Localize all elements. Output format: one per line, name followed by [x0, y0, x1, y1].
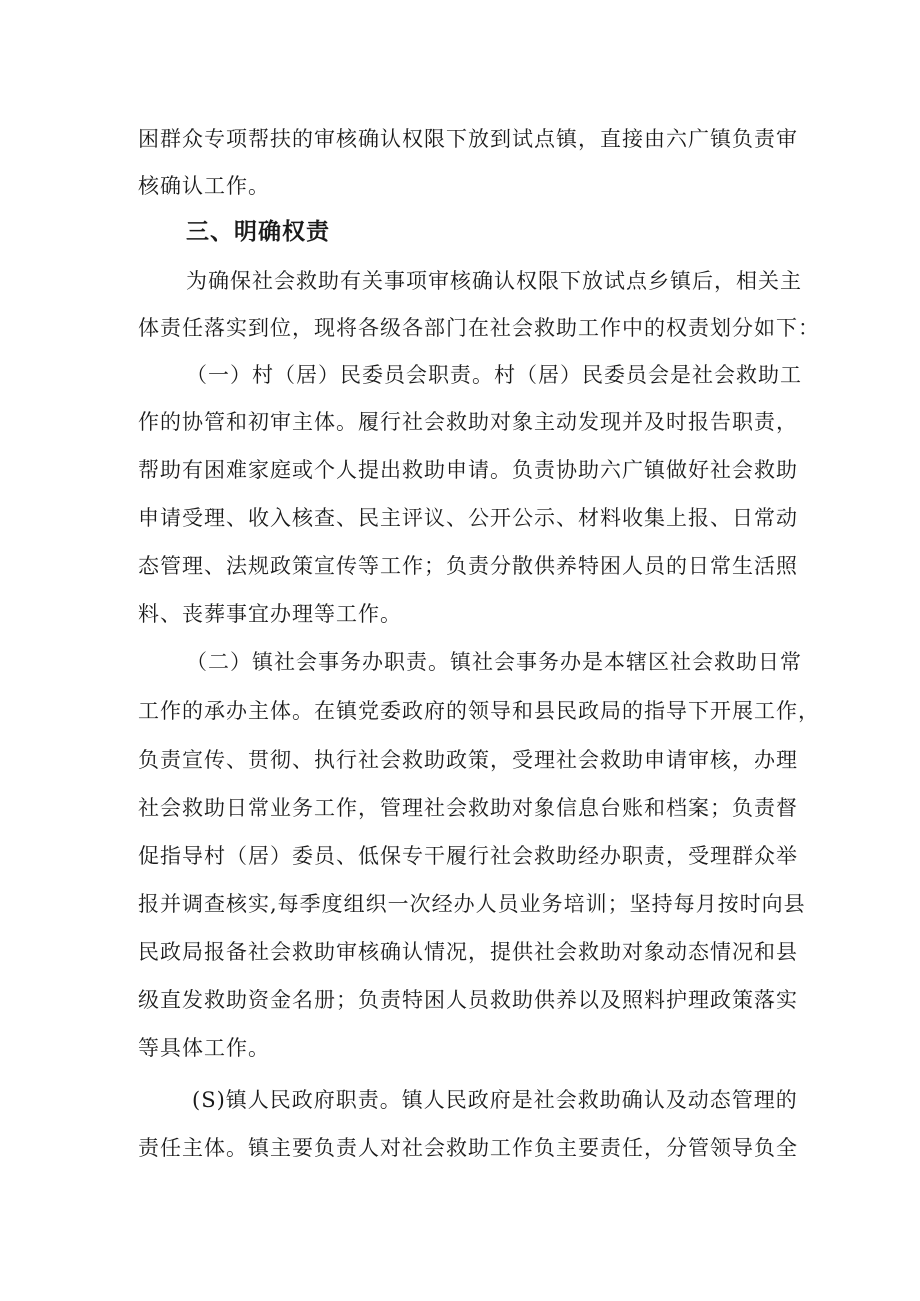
text-line: 申请受理、收入核查、民主评议、公开公示、材料收集上报、日常动 — [138, 506, 798, 530]
text-line: 体责任落实到位，现将各级各部门在社会救助工作中的权责划分如下： — [138, 316, 820, 340]
text-line: 料、丧葬事宜办理等工作。 — [138, 602, 402, 626]
text-line: 等具体工作。 — [138, 1036, 270, 1060]
text-line: 社会救助日常业务工作，管理社会救助对象信息台账和档案；负责督 — [138, 796, 798, 820]
text-line: 报并调查核实,每季度组织一次经办人员业务培训；坚持每月按时向县 — [138, 892, 806, 916]
text-line: 促指导村（居）委员、低保专干履行社会救助经办职责，受理群众举 — [138, 844, 798, 868]
text-line: (S)镇人民政府职责。镇人民政府是社会救助确认及动态管理的 — [192, 1088, 798, 1112]
text-line: （二）镇社会事务办职责。镇社会事务办是本辖区社会救助日常 — [186, 650, 802, 674]
section-heading: 三、明确权责 — [186, 219, 330, 245]
text-line: 级直发救助资金名册；负责特困人员救助供养以及照料护理政策落实 — [138, 988, 798, 1012]
text-line: 态管理、法规政策宣传等工作；负责分散供养特困人员的日常生活照 — [138, 554, 798, 578]
text-line: 帮助有困难家庭或个人提出救助申请。负责协助六广镇做好社会救助 — [138, 458, 798, 482]
text-line: （一）村（居）民委员会职责。村（居）民委员会是社会救助工 — [186, 363, 802, 387]
text-line: 核确认工作。 — [138, 174, 270, 198]
text-line: 工作的承办主体。在镇党委政府的领导和县民政局的指导下开展工作， — [138, 699, 820, 723]
text-line: 责任主体。镇主要负责人对社会救助工作负主要责任，分管领导负全 — [138, 1136, 798, 1160]
text-line: 作的协管和初审主体。履行社会救助对象主动发现并及时报告职责， — [138, 410, 798, 434]
text-line: 民政局报备社会救助审核确认情况，提供社会救助对象动态情况和县 — [138, 940, 798, 964]
text-line: 为确保社会救助有关事项审核确认权限下放试点乡镇后，相关主 — [186, 269, 802, 293]
text-line: 负责宣传、贯彻、执行社会救助政策，受理社会救助申请审核，办理 — [138, 748, 798, 772]
text-line: 困群众专项帮扶的审核确认权限下放到试点镇，直接由六广镇负责审 — [138, 127, 798, 151]
